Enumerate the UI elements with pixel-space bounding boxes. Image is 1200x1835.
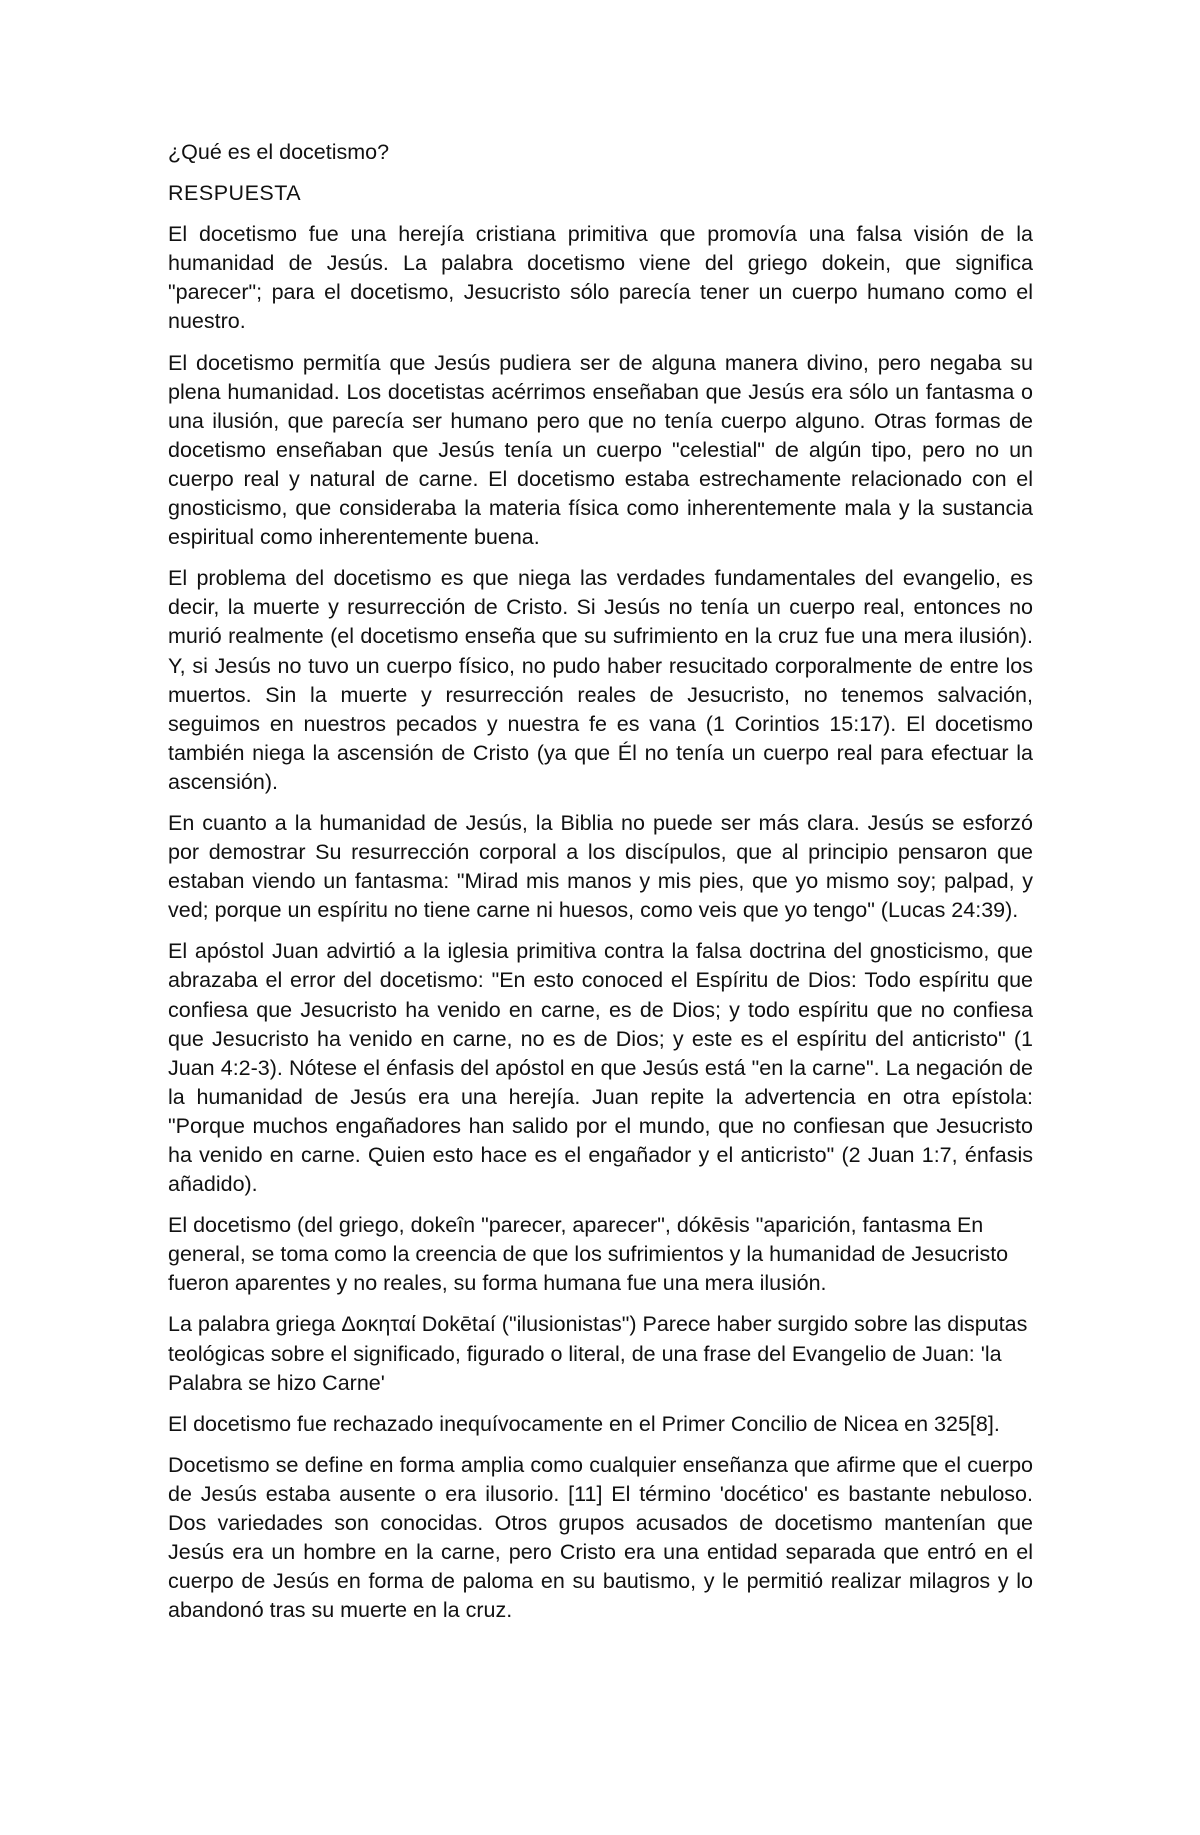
paragraph-humanity: En cuanto a la humanidad de Jesús, la Biblia no puede ser más clara. Jesús se esforzó por demostrar Su resurrección corporal a los discípulos, que al principio pensaron que estaban viendo un fantasma: "Mirad mis manos y mis pies, que yo mismo soy; palpad, y ved; porque un espíritu no tiene carne ni huesos, como veis que yo tengo" (Lucas 24:39). (168, 810, 1033, 923)
paragraph-etymology: El docetismo (del griego, dokeîn "parecer, aparecer", dókēsis "aparición, fantasma En general, se toma como la creencia de que los sufrimientos y la humanidad de Jesucristo fueron aparentes y no reales, su forma humana fue una mera ilusión. (168, 1213, 1009, 1296)
document-body (168, 138, 1033, 1637)
answer-label: RESPUESTA (168, 181, 302, 206)
paragraph-greek-word: La palabra griega Δοκηταί Dokētaí ("ilusionistas") Parece haber surgido sobre las disputas teológicas sobre el significado, figurado o literal, de una frase del Evangelio de Juan: 'la Palabra se hizo Carne' (168, 1312, 1028, 1395)
paragraph-forms: El docetismo permitía que Jesús pudiera ser de alguna manera divino, pero negaba su plena humanidad. Los docetistas acérrimos enseñaban que Jesús era sólo un fantasma o una ilusión, que parecía ser humano pero que no tenía cuerpo alguno. Otras formas de docetismo enseñaban que Jesús tenía un cuerpo "celestial" de algún tipo, pero no un cuerpo real y natural de carne. El docetismo estaba estrechamente relacionado con el gnosticismo, que consideraba la materia física como inherentemente mala y la sustancia espiritual como inherentemente buena. (168, 350, 1033, 550)
paragraph-apostle-john: El apóstol Juan advirtió a la iglesia primitiva contra la falsa doctrina del gnosticismo, que abrazaba el error del docetismo: "En esto conoced el Espíritu de Dios: Todo espíritu que confiesa que Jesucristo ha venido en carne, es de Dios; y todo espíritu que no confiesa que Jesucristo ha venido en carne, no es de Dios; y este es el espíritu del anticristo" (1 Juan 4:2-3). Nótese el énfasis del apóstol en que Jesús está "en la carne". La negación de la humanidad de Jesús era una herejía. Juan repite la advertencia en otra epístola: "Porque muchos engañadores han salido por el mundo, que no confiesan que Jesucristo ha venido en carne. Quien esto hace es el engañador y el anticristo" (2 Juan 1:7, énfasis añadido). (168, 939, 1033, 1197)
question-heading: ¿Qué es el docetismo? (168, 140, 390, 164)
paragraph-definition-broad: Docetismo se define en forma amplia como cualquier enseñanza que afirme que el cuerpo de Jesús estaba ausente o era ilusorio. [11] El término 'docético' es bastante nebuloso. Dos variedades son conocidas. Otros grupos acusados de docetismo mantenían que Jesús era un hombre en la carne, pero Cristo era una entidad separada que entró en el cuerpo de Jesús en forma de paloma en su bautismo, y le permitió realizar milagros y lo abandonó tras su muerte en la cruz. (168, 1452, 1033, 1623)
paragraph-nicea: El docetismo fue rechazado inequívocamente en el Primer Concilio de Nicea en 325[8]. (168, 1411, 1000, 1436)
paragraph-problem: El problema del docetismo es que niega las verdades fundamentales del evangelio, es decir, la muerte y resurrección de Cristo. Si Jesús no tenía un cuerpo real, entonces no murió realmente (el docetismo enseña que su sufrimiento en la cruz fue una mera ilusión). Y, si Jesús no tuvo un cuerpo físico, no pudo haber resucitado corporalmente de entre los muertos. Sin la muerte y resurrección reales de Jesucristo, no tenemos salvación, seguimos en nuestros pecados y nuestra fe es vana (1 Corintios 15:17). El docetismo también niega la ascensión de Cristo (ya que Él no tenía un cuerpo real para efectuar la ascensión). (168, 566, 1033, 794)
paragraph-definition: El docetismo fue una herejía cristiana primitiva que promovía una falsa visión de la humanidad de Jesús. La palabra docetismo viene del griego dokein, que significa "parecer"; para el docetismo, Jesucristo sólo parecía tener un cuerpo humano como el nuestro. (168, 222, 1033, 334)
